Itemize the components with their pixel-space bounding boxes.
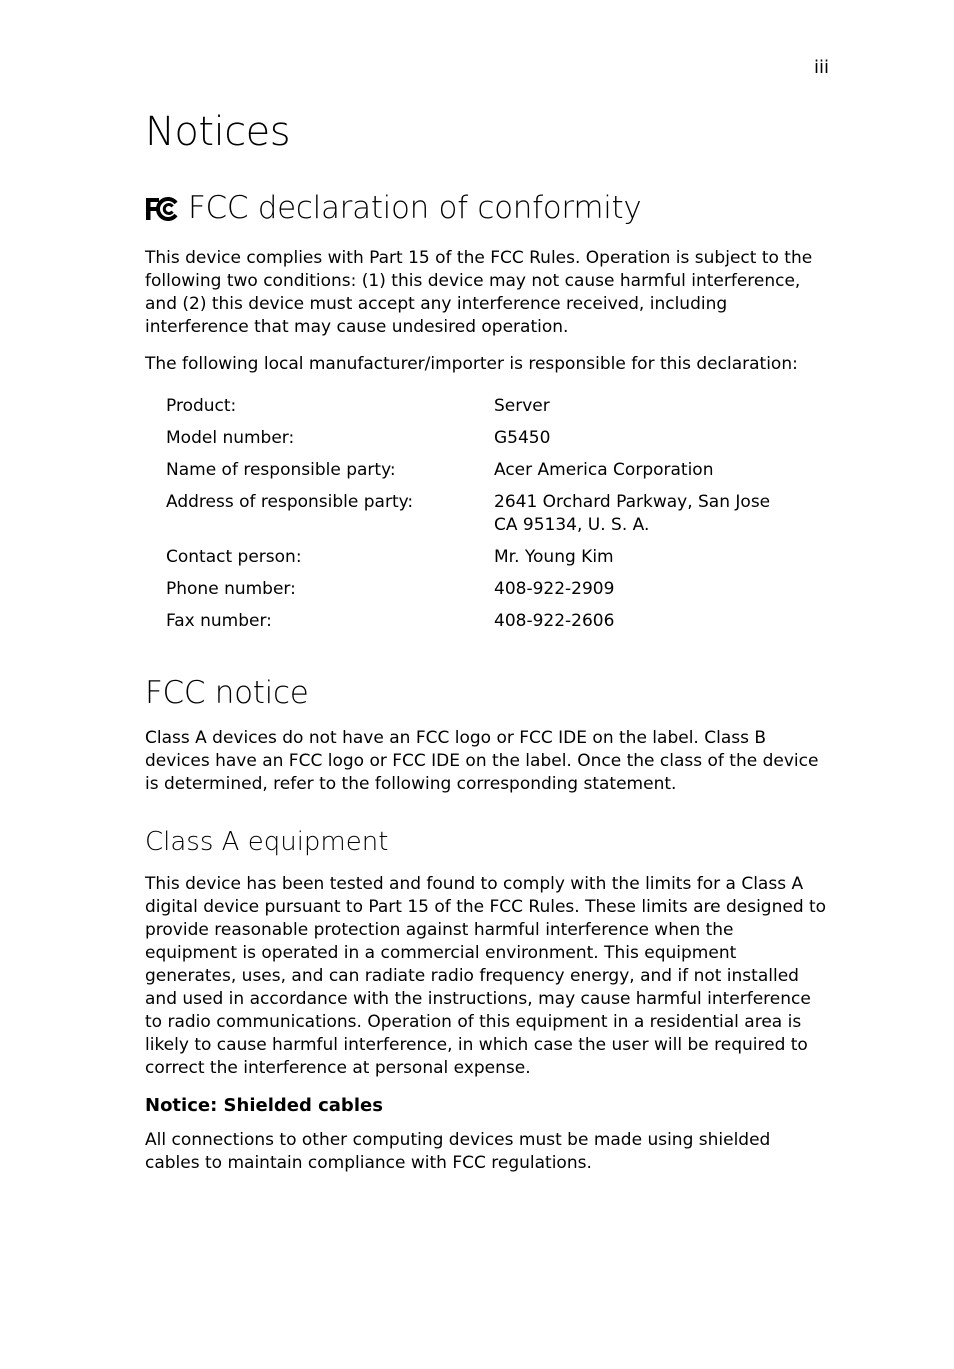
table-row	[166, 491, 770, 546]
class-a-heading: Class A equipment	[145, 827, 389, 858]
row-value: Acer America Corporation	[494, 460, 714, 481]
table-row	[166, 427, 770, 459]
declaration-table	[166, 395, 770, 642]
row-value: 408-922-2909	[494, 579, 615, 600]
row-label: Contact person:	[166, 547, 302, 568]
table-row	[166, 459, 770, 491]
row-label: Product:	[166, 396, 237, 417]
responsible-party-intro: The following local manufacturer/importer is responsible for this declaration:	[145, 354, 798, 375]
fcc-declaration-header	[145, 190, 829, 227]
fcc-declaration-heading: FCC declaration of conformity	[188, 190, 642, 226]
row-value: G5450	[494, 428, 551, 449]
table-row	[166, 578, 770, 610]
address-line-1: 2641 Orchard Parkway, San Jose	[494, 492, 771, 513]
page-number: iii	[813, 57, 829, 78]
row-label: Phone number:	[166, 579, 296, 600]
row-label: Address of responsible party:	[166, 492, 414, 513]
class-a-paragraph: This device has been tested and found to comply with the limits for a Class A digital device pursuant to Part 15 of the FCC Rules. These limits are designed to provide reasonable protection against harmful interference when the equipment is operated in a commercial environment. This equipment generates, uses, and can radiate radio frequency energy, and if not installed and used in accordance with the instructions, may cause harmful interference to radio communications. Operation of this equipment in a residential area is likely to cause harmful interference, in which case the user will be required to correct the interference at personal expense.	[145, 873, 827, 1078]
row-value: Server	[494, 396, 550, 417]
page-content	[145, 108, 829, 1175]
row-value: Mr. Young Kim	[494, 547, 614, 568]
fcc-declaration-paragraph: This device complies with Part 15 of the FCC Rules. Operation is subject to the following two conditions: (1) this device may not cause harmful interference, and (2) this device must accept any interference received, including interference that may cause undesired operation.	[145, 248, 813, 338]
row-value	[494, 491, 770, 546]
table-row	[166, 610, 770, 642]
address-line-2: CA 95134, U. S. A.	[494, 515, 650, 536]
row-value: 408-922-2606	[494, 611, 615, 632]
row-label: Name of responsible party:	[166, 460, 396, 481]
table-row	[166, 395, 770, 427]
shielded-cables-heading: Notice: Shielded cables	[145, 1094, 383, 1116]
table-row	[166, 546, 770, 578]
row-label: Fax number:	[166, 611, 272, 632]
fcc-notice-paragraph: Class A devices do not have an FCC logo or FCC IDE on the label. Class B devices have an FCC logo or FCC IDE on the label. Once the class of the device is determined, refer to the following corresponding statement.	[145, 728, 819, 795]
fcc-logo-icon	[145, 195, 181, 223]
fcc-notice-heading: FCC notice	[145, 675, 309, 712]
shielded-cables-paragraph: All connections to other computing devices must be made using shielded cables to maintain compliance with FCC regulations.	[145, 1129, 771, 1173]
page-title: Notices	[145, 109, 291, 155]
row-label: Model number:	[166, 428, 295, 449]
